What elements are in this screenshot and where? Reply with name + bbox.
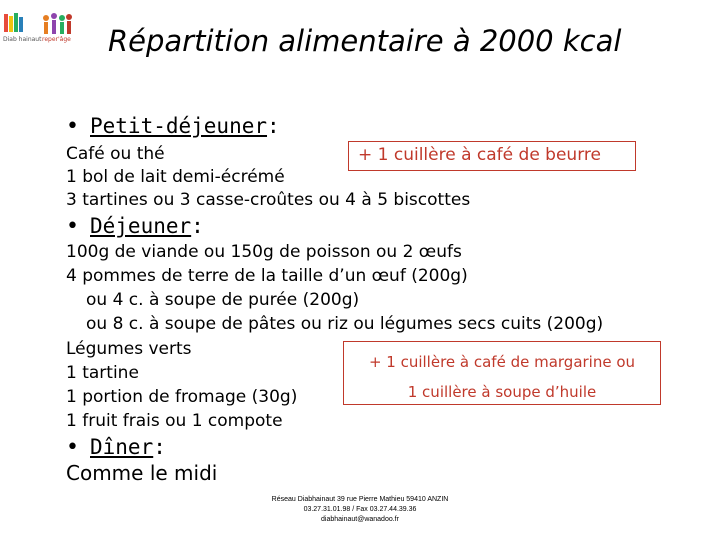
bullet-icon: •: [66, 114, 79, 139]
dinner-line-1: Comme le midi: [66, 461, 218, 485]
breakfast-line-2: 1 bol de lait demi-écrémé: [66, 167, 285, 187]
lunch-line-4: ou 8 c. à soupe de pâtes ou riz ou légumes secs cuits (200g): [86, 314, 604, 334]
bullet-icon: •: [66, 435, 79, 460]
section-heading-breakfast: • Petit-déjeuner:: [66, 114, 280, 139]
diabhainaut-logo-text: Diab hainaut: [3, 36, 42, 43]
breakfast-heading-text: Petit-déjeuner: [90, 114, 268, 138]
dinner-heading-text: Dîner: [90, 435, 154, 459]
page-title: Répartition alimentaire à 2000 kcal: [108, 24, 622, 58]
footer-contact: [0, 495, 720, 525]
footer-phone: 03.27.31.01.98 / Fax 03.27.44.39.36: [303, 506, 417, 513]
lunch-heading-text: Déjeuner: [90, 214, 192, 238]
breakfast-note-box: + 1 cuillère à café de beurre: [348, 141, 636, 171]
footer-address: Réseau Diabhainaut 39 rue Pierre Mathieu 59410 ANZIN: [271, 496, 449, 503]
lunch-line-7: 1 portion de fromage (30g): [66, 387, 298, 407]
reperage-logo-text: reper'âge: [42, 36, 71, 43]
lunch-line-6: 1 tartine: [66, 363, 139, 383]
lunch-line-5: Légumes verts: [66, 339, 192, 359]
breakfast-line-1: Café ou thé: [66, 144, 165, 164]
lunch-line-1: 100g de viande ou 150g de poisson ou 2 œufs: [66, 242, 462, 262]
lunch-note-line-1: + 1 cuillère à café de margarine ou: [368, 353, 636, 371]
bullet-icon: •: [66, 214, 79, 239]
section-heading-lunch: • Déjeuner:: [66, 214, 204, 239]
reperage-logo: [40, 12, 74, 44]
lunch-note-box: [343, 341, 661, 405]
lunch-line-8: 1 fruit frais ou 1 compote: [66, 411, 283, 431]
lunch-line-3: ou 4 c. à soupe de purée (200g): [86, 290, 360, 310]
footer-email: diabhainaut@wanadoo.fr: [321, 516, 399, 523]
lunch-line-2: 4 pommes de terre de la taille d’un œuf (200g): [66, 266, 468, 286]
lunch-note-line-2: 1 cuillère à soupe d’huile: [407, 383, 597, 401]
breakfast-line-3: 3 tartines ou 3 casse-croûtes ou 4 à 5 biscottes: [66, 190, 471, 210]
section-heading-dinner: • Dîner:: [66, 435, 166, 460]
diabhainaut-logo: [2, 12, 42, 44]
